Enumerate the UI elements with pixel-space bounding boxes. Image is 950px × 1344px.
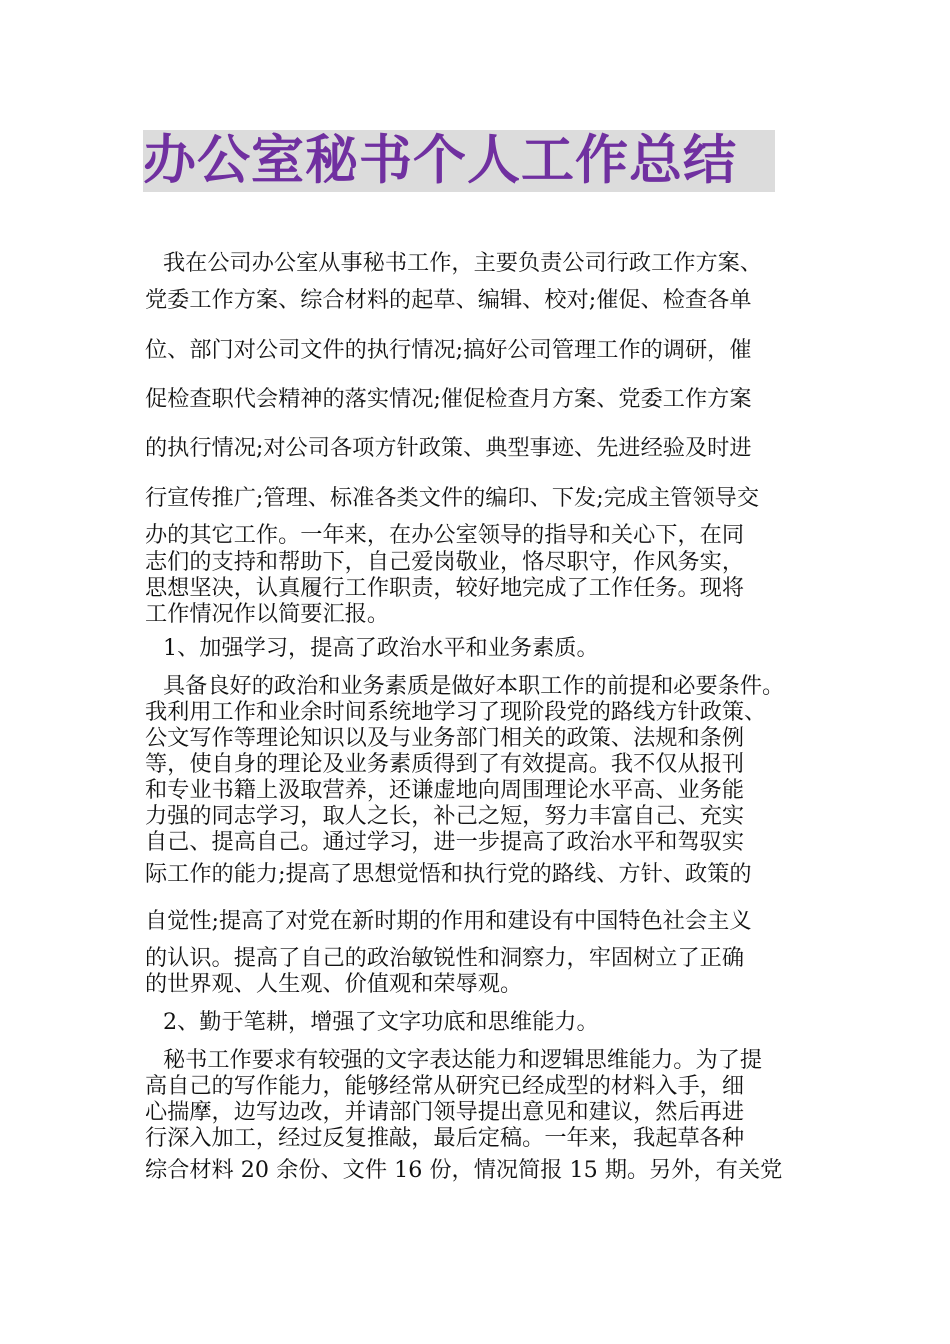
text-line: 高自己的写作能力，能够经常从研究已经成型的材料入手，细 [145,1073,745,1099]
text-line: 心揣摩，边写边改，并请部门领导提出意见和建议，然后再进 [145,1099,745,1125]
text-line: 工作情况作以简要汇报。 [145,601,390,627]
text-line: 位、部门对公司文件的执行情况;搞好公司管理工作的调研，催 [145,337,752,363]
text-line: 自觉性;提高了对党在新时期的作用和建设有中国特色社会主义 [145,908,752,934]
text-line: 思想坚决，认真履行工作职责，较好地完成了工作任务。现将 [145,575,745,601]
text-line: 促检查职代会精神的落实情况;催促检查月方案、党委工作方案 [145,386,752,412]
text-line: 的执行情况;对公司各项方针政策、典型事迹、先进经验及时进 [145,435,752,461]
page-title: 办公室秘书个人工作总结 [143,130,775,192]
section-heading: 1、加强学习，提高了政治水平和业务素质。 [163,635,599,661]
text-line: 际工作的能力;提高了思想觉悟和执行党的路线、方针、政策的 [145,861,752,887]
text-line: 综合材料 20 余份、文件 16 份，情况简报 15 期。另外，有关党 [145,1157,783,1183]
text-line: 办的其它工作。一年来，在办公室领导的指导和关心下，在同 [145,522,745,548]
text-line: 力强的同志学习，取人之长，补己之短，努力丰富自己、充实 [145,803,745,829]
text-line: 行宣传推广;管理、标准各类文件的编印、下发;完成主管领导交 [145,485,760,511]
text-line: 党委工作方案、综合材料的起草、编辑、校对;催促、检查各单 [145,287,752,313]
text-line: 我在公司办公室从事秘书工作，主要负责公司行政工作方案、 [163,250,763,276]
text-line: 等，使自身的理论及业务素质得到了有效提高。我不仅从报刊 [145,751,745,777]
text-line: 行深入加工，经过反复推敲，最后定稿。一年来，我起草各种 [145,1125,745,1151]
text-line: 的认识。提高了自己的政治敏锐性和洞察力，牢固树立了正确 [145,945,745,971]
text-line: 志们的支持和帮助下，自己爱岗敬业，恪尽职守，作风务实， [145,549,745,575]
text-line: 公文写作等理论知识以及与业务部门相关的政策、法规和条例 [145,725,745,751]
text-line: 的世界观、人生观、价值观和荣辱观。 [145,971,523,997]
text-line: 秘书工作要求有较强的文字表达能力和逻辑思维能力。为了提 [163,1047,763,1073]
text-line: 我利用工作和业余时间系统地学习了现阶段党的路线方针政策、 [145,699,767,725]
text-line: 具备良好的政治和业务素质是做好本职工作的前提和必要条件。 [163,673,785,699]
text-line: 和专业书籍上汲取营养，还谦虚地向周围理论水平高、业务能 [145,777,745,803]
section-heading: 2、勤于笔耕，增强了文字功底和思维能力。 [163,1009,599,1035]
text-line: 自己、提高自己。通过学习，进一步提高了政治水平和驾驭实 [145,829,745,855]
